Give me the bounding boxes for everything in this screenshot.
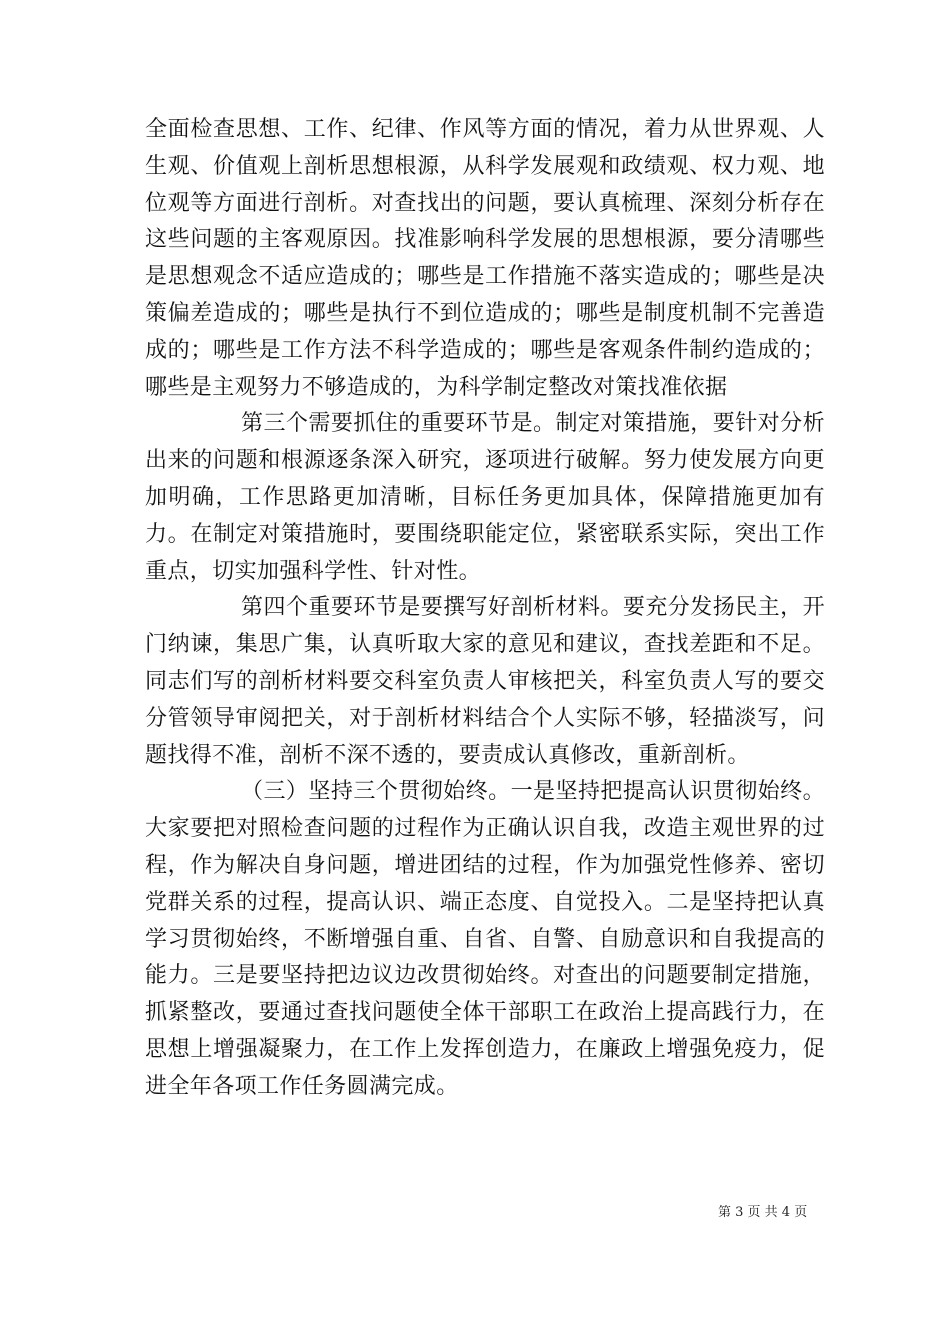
paragraph-2: 第三个需要抓住的重要环节是。制定对策措施，要针对分析出来的问题和根源逐条深入研究，逐项进行破解。努力使发展方向更加明确，工作思路更加清晰，目标任务更加具体，保障措施更加有力。在制定对策措施时，要围绕职能定位，紧密联系实际，突出工作重点，切实加强科学性、针对性。 (145, 411, 825, 584)
paragraph-1: 全面检查思想、工作、纪律、作风等方面的情况，着力从世界观、人生观、价值观上剖析思想根源，从科学发展观和政绩观、权力观、地位观等方面进行剖析。对查找出的问题，要认真梳理、深刻分析存在这些问题的主客观原因。找准影响科学发展的思想根源，要分清哪些是思想观念不适应造成的；哪些是工作措施不落实造成的；哪些是决策偏差造成的；哪些是执行不到位造成的；哪些是制度机制不完善造成的；哪些是工作方法不科学造成的；哪些是客观条件制约造成的；哪些是主观努力不够造成的，为科学制定整改对策找准依据 (145, 117, 825, 400)
paragraph-4: （三）坚持三个贯彻始终。一是坚持把提高认识贯彻始终。大家要把对照检查问题的过程作为正确认识自我，改造主观世界的过程，作为解决自身问题，增进团结的过程，作为加强党性修养、密切党群关系的过程，提高认识、端正态度、自觉投入。二是坚持把认真学习贯彻始终，不断增强自重、自省、自警、自励意识和自我提高的能力。三是要坚持把边议边改贯彻始终。对查出的问题要制定措施，抓紧整改，要通过查找问题使全体干部职工在政治上提高践行力，在思想上增强凝聚力，在工作上发挥创造力，在廉政上增强免疫力，促进全年各项工作任务圆满完成。 (145, 779, 825, 1099)
page-number-footer: 第 3 页 共 4 页 (718, 1205, 808, 1220)
paragraph-3: 第四个重要环节是要撰写好剖析材料。要充分发扬民主，开门纳谏，集思广集，认真听取大家的意见和建议，查找差距和不足。同志们写的剖析材料要交科室负责人审核把关，科室负责人写的要交分管领导审阅把关，对于剖析材料结合个人实际不够，轻描淡写，问题找得不准，剖析不深不透的，要责成认真修改，重新剖析。 (145, 595, 825, 768)
document-body (145, 112, 825, 1106)
